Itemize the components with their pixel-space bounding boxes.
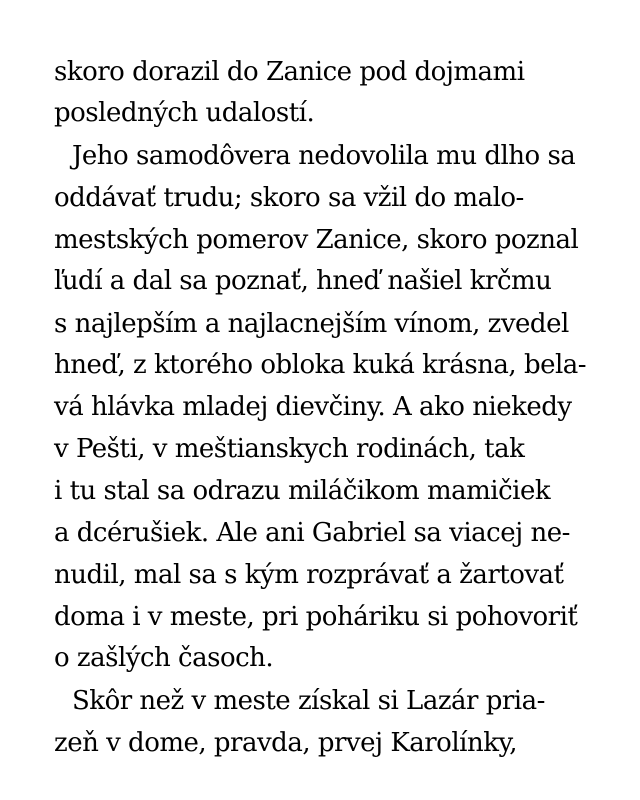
text-line: nudil, mal sa s kým rozprávať a žartovať: [54, 560, 564, 590]
text-line: posledných udalostí.: [54, 98, 315, 128]
text-line: doma i v meste, pri poháriku si pohovoriť: [54, 602, 578, 632]
text-line: hneď, z ktorého obloka kuká krásna, bela-: [54, 350, 587, 380]
text-line: a dcérušiek. Ale ani Gabriel sa viacej ne-: [54, 518, 570, 548]
text-line: mestských pomerov Zanice, skoro poznal: [54, 225, 579, 255]
text-line: skoro dorazil do Zanice pod dojmami: [54, 57, 525, 87]
text-line: v Pešti, v meštianskych rodinách, tak: [54, 434, 525, 464]
text-line: oddávať trudu; skoro sa vžil do malo-: [54, 183, 524, 213]
text-line: o zašlých časoch.: [54, 643, 274, 673]
text-line: i tu stal sa odrazu miláčikom mamičiek: [54, 476, 551, 506]
paragraph-first-line: Skôr než v meste získal si Lazár pria-: [72, 686, 545, 716]
text-line: zeň v dome, pravda, prvej Karolínky,: [54, 728, 517, 758]
text-line: ľudí a dal sa poznať, hneď našiel krčmu: [54, 266, 552, 296]
text-line: s najlepším a najlacnejším vínom, zvedel: [54, 309, 569, 339]
text-line: vá hlávka mladej dievčiny. A ako niekedy: [54, 392, 572, 422]
paragraph-first-line: Jeho samodôvera nedovolila mu dlho sa: [72, 141, 576, 171]
